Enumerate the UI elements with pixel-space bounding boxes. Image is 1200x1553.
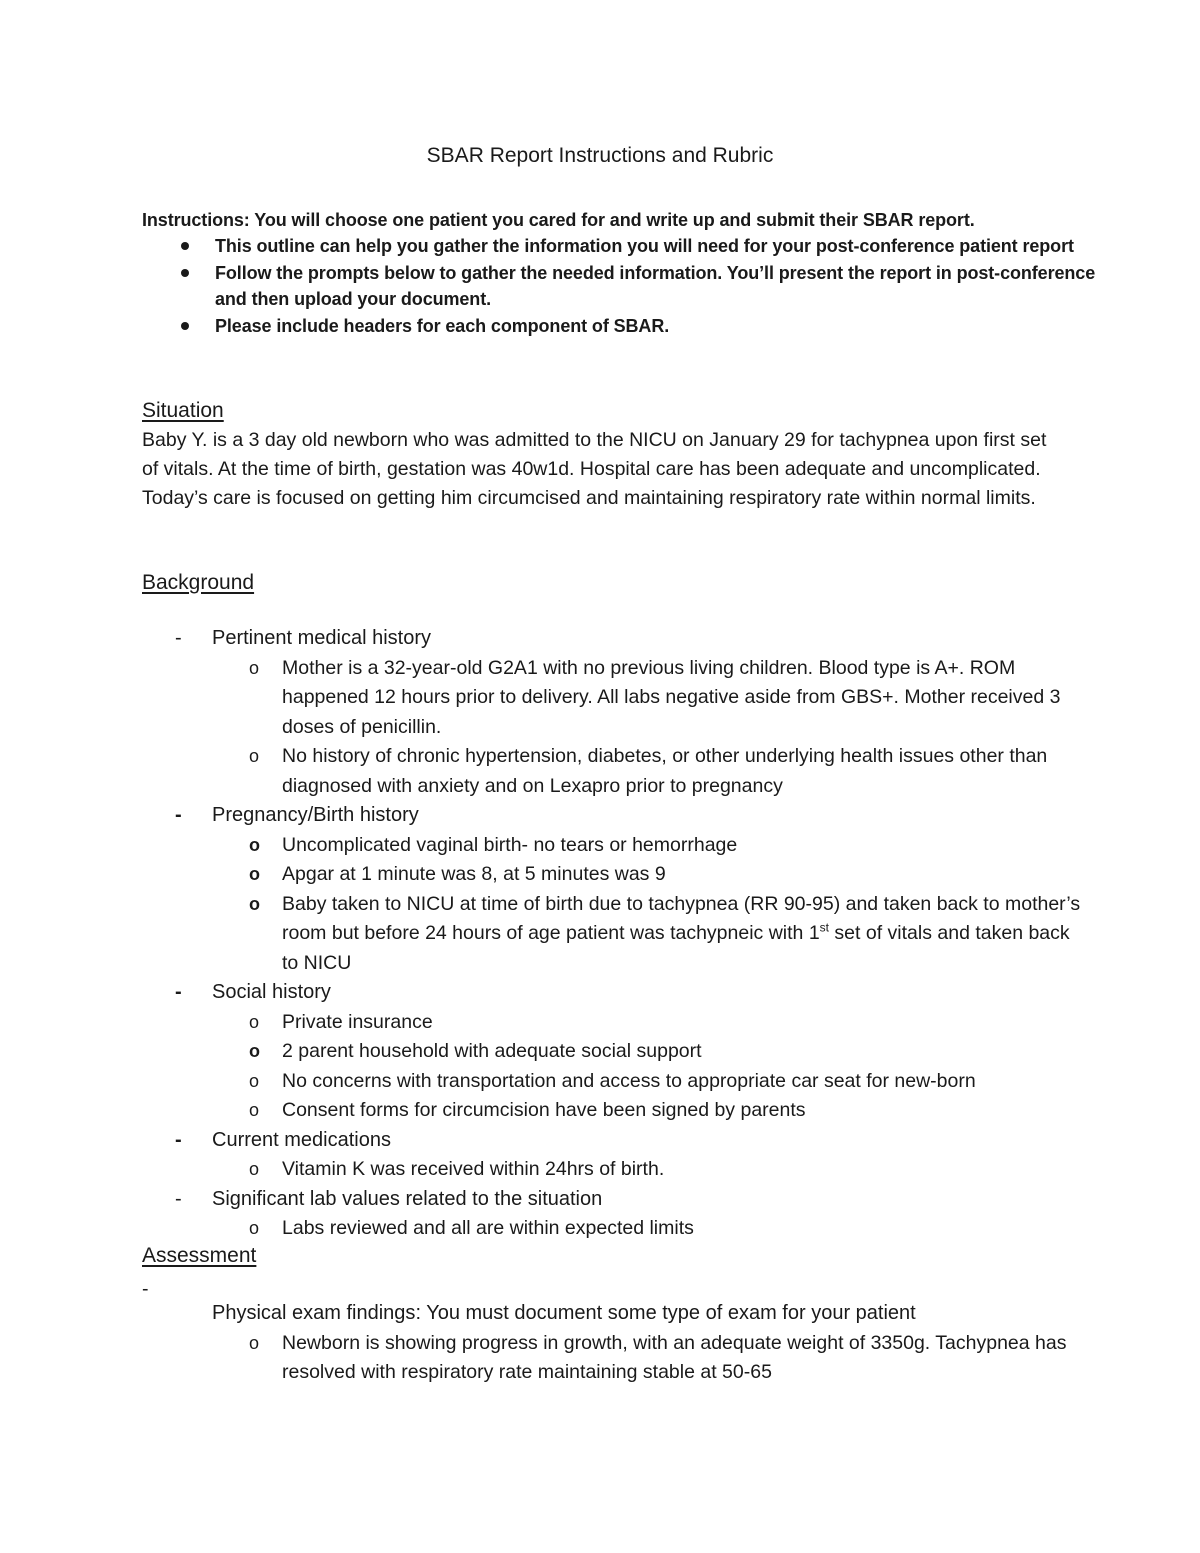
list-item: o Mother is a 32-year-old G2A1 with no previous living children. Blood type is A+. ROM happened 12 hours prior to delivery. All labs negative aside from GBS+. Mother received 3 doses of penicillin. bbox=[249, 656, 1061, 738]
list-item: o Labs reviewed and all are within expected limits bbox=[249, 1217, 694, 1239]
instructions-section bbox=[142, 207, 1102, 339]
list-item: o Vitamin K was received within 24hrs of birth. bbox=[249, 1158, 665, 1180]
list-item: o Newborn is showing progress in growth, with an adequate weight of 3350g. Tachypnea has resolved with respiratory rate maintaining stable at 50-65 bbox=[249, 1331, 1067, 1383]
background-subheading: - Pertinent medical history bbox=[175, 627, 431, 649]
instructions-line: Instructions: You will choose one patient you cared for and write up and submit their SBAR report. bbox=[142, 210, 975, 230]
situation-heading: Situation bbox=[142, 399, 224, 422]
background-heading: Background bbox=[142, 571, 255, 594]
list-item: o Baby taken to NICU at time of birth due to tachypnea (RR 90-95) and taken back to mother’s room but before 24 hours of age patient was tachypneic with 1st set of vitals and taken back to NICU bbox=[249, 892, 1081, 974]
list-item: o Private insurance bbox=[249, 1010, 433, 1033]
assessment-subheading: Physical exam findings: You must document some type of exam for your patient bbox=[212, 1302, 916, 1324]
list-item: o Apgar at 1 minute was 8, at 5 minutes was 9 bbox=[249, 863, 666, 885]
instruction-bullet: Please include headers for each component of SBAR. bbox=[142, 313, 1102, 340]
assessment-heading: Assessment bbox=[142, 1244, 257, 1267]
document-title: SBAR Report Instructions and Rubric bbox=[426, 144, 774, 167]
list-item: o No concerns with transportation and access to appropriate car seat for new-born bbox=[249, 1069, 976, 1092]
instruction-bullet: Follow the prompts below to gather the needed information. You’ll present the report in post-conference and then upload your document. bbox=[142, 260, 1102, 313]
situation-text: Baby Y. is a 3 day old newborn who was admitted to the NICU on January 29 for tachypnea upon first set of vitals. At the time of birth, gestation was 40w1d. Hospital care has been adequate and uncomplicated. Today’s care is focused on getting him circumcised and maintaining respiratory rate within normal limits. bbox=[142, 429, 1047, 509]
background-subheading: - Significant lab values related to the situation bbox=[175, 1187, 603, 1210]
instructions-bullets bbox=[142, 233, 1102, 339]
background-subheading: - Pregnancy/Birth history bbox=[175, 804, 419, 826]
bullet-dot-icon bbox=[181, 322, 189, 330]
instruction-bullet: This outline can help you gather the information you will need for your post-conference patient report bbox=[142, 233, 1102, 260]
list-item: o Consent forms for circumcision have been signed by parents bbox=[249, 1099, 806, 1121]
background-section bbox=[142, 624, 1082, 1244]
list-item: o 2 parent household with adequate social support bbox=[249, 1040, 702, 1062]
list-item: o Uncomplicated vaginal birth- no tears or hemorrhage bbox=[249, 833, 738, 856]
list-item: o No history of chronic hypertension, diabetes, or other underlying health issues other than diagnosed with anxiety and on Lexapro prior to pregnancy bbox=[249, 745, 1048, 797]
background-subheading: - Social history bbox=[175, 981, 331, 1003]
assessment-dash: - bbox=[142, 1278, 149, 1300]
bullet-dot-icon bbox=[181, 269, 189, 277]
bullet-dot-icon bbox=[181, 242, 189, 250]
assessment-section bbox=[142, 1299, 1082, 1388]
background-subheading: - Current medications bbox=[175, 1128, 391, 1151]
